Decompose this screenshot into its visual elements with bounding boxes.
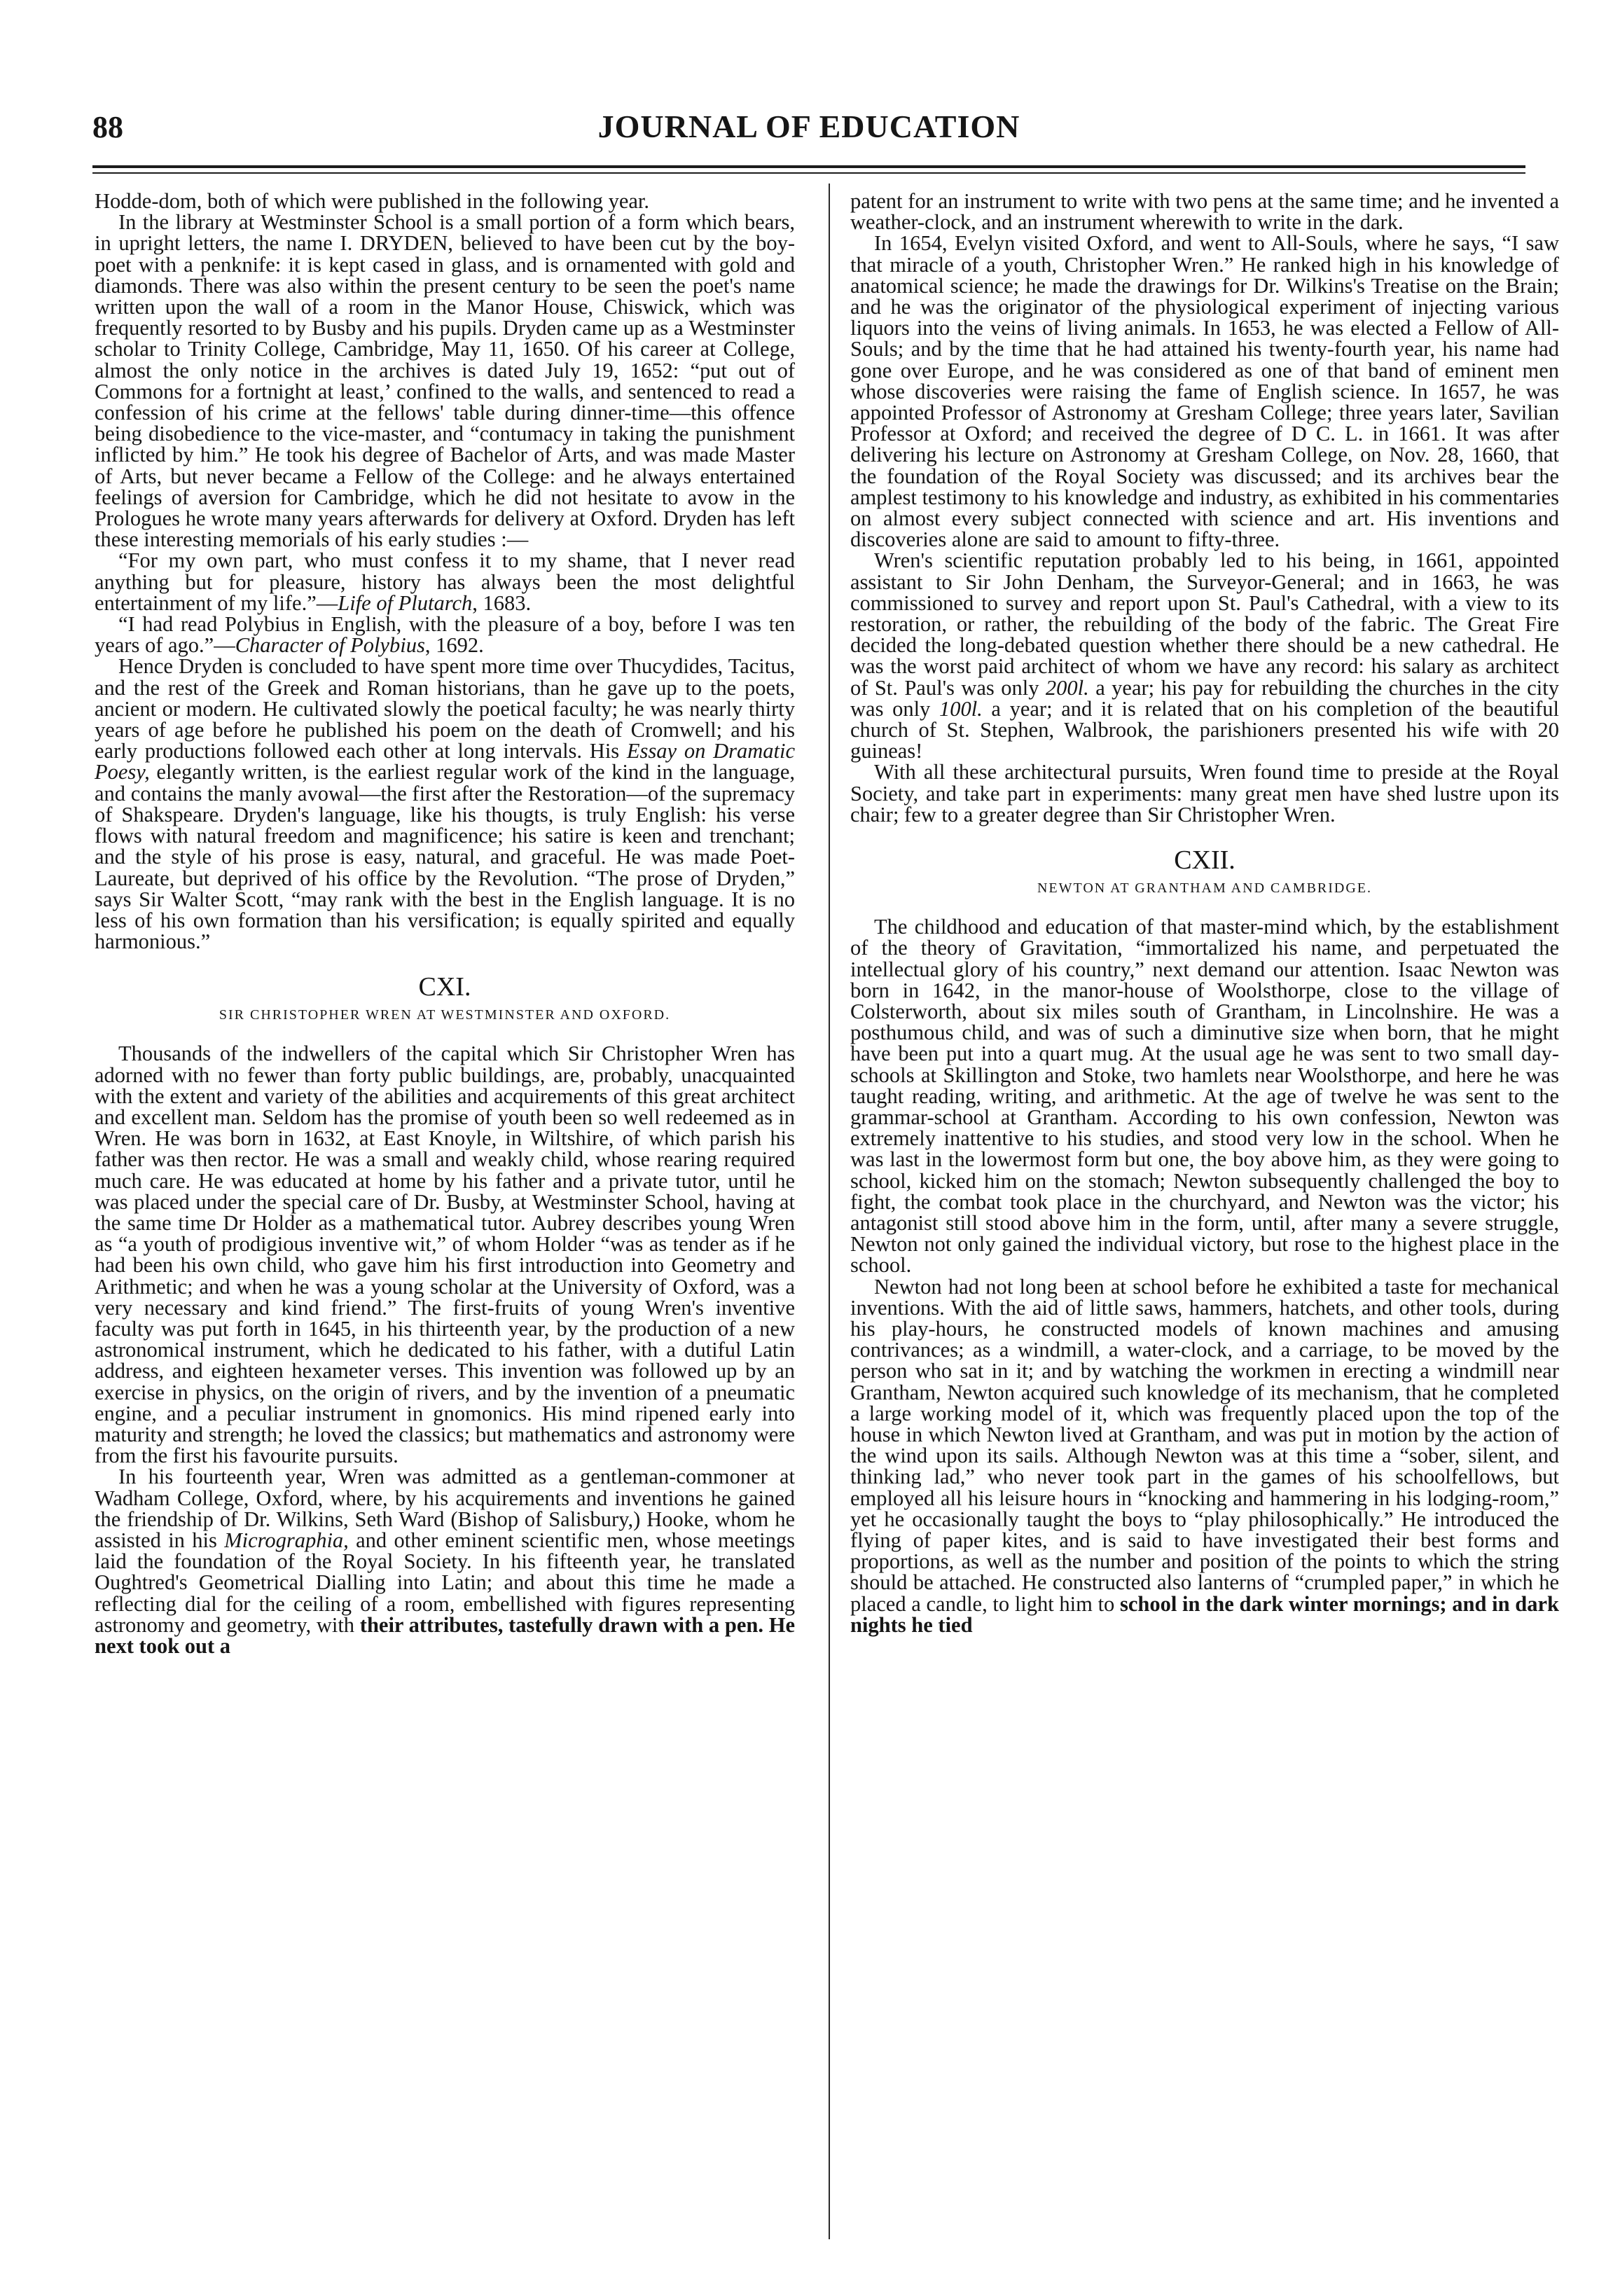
- paragraph: The childhood and education of that master-mind which, by the establishment of the theory of Gravitation, “immortalized his name, and perpetuated the intellectual glory of his country,” next demand our attention. Isaac Newton was born in 1642, in the manor-house of Woolsthorpe, close to the village of Colsterworth, about six miles south of Grantham, in Lincolnshire. He was a posthumous child, and was of such a diminutive size when born, that he might have been put into a quart mug. At the usual age he was sent to two small day-schools at Skillington and Stoke, two hamlets near Woolsthorpe, and here he was taught reading, writing, and arithmetic. At the age of twelve he was sent to the grammar-school at Grantham. According to his own confession, Newton was extremely inattentive to his studies, and stood very low in the school. When he was last in the lowermost form but one, the boy above him, as they were going to school, kicked him on the stomach; Newton subsequently challenged the boy to fight, the combat took place in the churchyard, and Newton was the victor; his antagonist still stood above him in the form, until, after many a severe struggle, Newton not only gained the individual victory, but rose to the highest place in the school.: [850, 915, 1559, 1278]
- paragraph-text: In his fourteenth year, Wren was admitted as a gentleman-commoner at Wadham College, Oxford, where, by his acquirements and inventions he gained the friendship of Dr. Wilkins, Seth Ward (Bishop of Salisbury,) Hooke, whom he assisted in his: [95, 1465, 795, 1552]
- quotation-year: , 1692.: [424, 633, 484, 658]
- quotation-source: Character of Polybius: [235, 633, 425, 658]
- amount: 200l.: [1045, 675, 1089, 700]
- right-column: [850, 191, 1559, 1635]
- left-column: [95, 191, 795, 1657]
- quotation: [95, 550, 795, 614]
- paragraph-text: Hence Dryden is concluded to have spent more time over Thucydides, Tacitus, and the rest of the Greek and Roman historians, than he gave up to the poets, ancient or modern. He cultivated slowly the poetical faculty; he was nearly thirty years of age before he published his poem on the death of Cromwell; and his early productions followed each other at long intervals. His: [95, 654, 795, 763]
- header-rule-thick: [92, 165, 1525, 168]
- quotation: [95, 614, 795, 656]
- quotation-text: “For my own part, who must confess it to my shame, that I never read anything but for pleasure, history has always been the most delightful entertainment of my life.”—: [95, 548, 795, 615]
- paragraph: In the library at Westminster School is a small portion of a form which bears, in upright letters, the name I. DRYDEN, believed to have been cut by the boy-poet with a penknife: it is kept cased in glass, and is ornamented with gold and diamonds. There was also within the present century to be seen the poet's name written upon the wall of a room in the Manor House, Chiswick, which was frequently resorted to by Busby and his pupils. Dryden came up as a Westminster scholar to Trinity College, Cambridge, May 11, 1650. Of his career at College, almost the only notice in the archives is dated July 19, 1652: “put out of Commons for a fortnight at least,’ confined to the walls, and sentenced to read a confession of his crime at the fellows' table during dinner-time—this offence being disobedience to the vice-master, and “contumacy in taking the punishment inflicted by him.” He took his degree of Bachelor of Arts, and was made Master of Arts, but never became a Fellow of the College: and he always entertained feelings of aversion for Cambridge, which he did not hesitate to avow in the Prologues he wrote many years afterwards for delivery at Oxford. Dryden has left these interesting memorials of his early studies :—: [95, 210, 795, 552]
- quotation-year: , 1683.: [472, 590, 532, 615]
- paragraph-text: a year; and it is related that on his completion of the beautiful church of St. Stephen, Walbrook, the parishioners presented his wife with 20 guineas!: [850, 696, 1559, 763]
- paragraph: patent for an instrument to write with two pens at the same time; and he invented a weather-clock, and an instrument wherewith to write in the dark.: [850, 189, 1559, 235]
- paragraph-text: Wren's scientific reputation probably led to his being, in 1661, appointed assistant to Sir John Denham, the Surveyor-General; and in 1663, he was commissioned to survey and report upon St. Paul's Cathedral, with a view to its restoration, or rather, the rebuilding of the body of the fabric. The Great Fire decided the long-debated question whether there should be a new cathedral. He was the worst paid architect of whom we have any record: his salary as architect of St. Paul's was only: [850, 548, 1559, 700]
- page-header: [92, 105, 1525, 150]
- paragraph-text-bold: school in the dark winter mornings; and in dark nights he tied: [850, 1591, 1559, 1637]
- paragraph: Thousands of the indwellers of the capital which Sir Christopher Wren has adorned with no fewer than forty public buildings, are, probably, unacquainted with the extent and variety of the abilities and acquirements of this great architect and excellent man. Seldom has the promise of youth been so well redeemed as in Wren. He was born in 1632, at East Knoyle, in Wiltshire, of which parish his father was then rector. He was a small and weakly child, whose rearing required much care. He was educated at home by his father and a private tutor, until he was placed under the special care of Dr. Busby, at Westminster School, having at the same time Dr Holder as a mathematical tutor. Aubrey describes young Wren as “a youth of prodigious inventive wit,” of whom Holder “was as tender as if he had been his own child, who gave him his first introduction into Geometry and Arithmetic; and when he was a young scholar at the University of Oxford, was a very necessary and kind friend.” The first-fruits of young Wren's inventive faculty was put forth in 1645, in his thirteenth year, by the production of a new astronomical instrument, which he dedicated to his father, with a dutiful Latin address, and eighteen hexameter verses. This invention was followed up by an exercise in physics, on the origin of rivers, and by the invention of a pneumatic engine, and a peculiar instrument in gnomonics. His mind ripened early into maturity and strength; he loved the classics; but mathematics and astronomy were from the first his favourite pursuits.: [95, 1042, 795, 1468]
- quotation-text: “I had read Polybius in English, with the pleasure of a boy, before I was ten years of ago.”—: [95, 612, 795, 658]
- amount: 100l.: [939, 696, 983, 721]
- paragraph-text: and other eminent scientific men, whose meetings laid the foundation of the Royal Society. In his fifteenth year, he translated Oughtred's Geometrical Dialling into Latin; and about this time he made a reflecting dial for the ceiling of a room, embellished with figures representing astronomy and geometry, with: [95, 1528, 796, 1637]
- running-title: JOURNAL OF EDUCATION: [597, 109, 1020, 144]
- section-number: CXI.: [418, 972, 471, 1002]
- paragraph: [850, 550, 1559, 761]
- header-rule-thin: [92, 172, 1525, 174]
- paragraph: With all these architectural pursuits, Wren found time to preside at the Royal Society, and take part in experiments: many great men have shed lustre upon its chair; few to a greater degree than Sir Christopher Wren.: [850, 760, 1559, 827]
- paragraph-text: Newton had not long been at school before he exhibited a taste for mechanical inventions. With the aid of little saws, hammers, hatchets, and other tools, during his play-hours, he constructed models of known machines and amusing contrivances; as a windmill, a water-clock, and a carriage, to be moved by the person who sat in it; and by watching the workmen in erecting a windmill near Grantham, Newton acquired such knowledge of its mechanism, that he completed a large working model of it, which was frequently placed upon the top of the house in which Newton lived at Grantham, and was put in motion by the action of the wind upon its sails. Although Newton was at this time a “sober, silent, and thinking lad,” who never took part in the games of his schoolfellows, but employed all his leisure hours in “knocking and hammering in his lodging-room,” yet he occasionally taught the boys to “play philosophically.” He introduced the flying of paper kites, and is said to have investigated their best forms and proportions, as well as the number and position of the points to which the string should be attached. He constructed also lanterns of “crumpled paper,” in which he placed a candle, to light him to: [850, 1274, 1559, 1616]
- quotation-source: Life of Plutarch: [338, 590, 473, 615]
- paragraph: [850, 1276, 1559, 1635]
- section-number: CXII.: [1174, 845, 1235, 876]
- paragraph-text: elegantly written, is the earliest regular work of the kind in the language, and contains the manly avowal—the first after the Restoration—of the supremacy of Shakspeare. Dryden's language, like his thougts, is truly English: his verse flows with natural freedom and magnificence; his satire is keen and trenchant; and the style of his prose is easy, natural, and graceful. He was made Poet-Laureate, but deprived of his office by the Revolution. “The prose of Dryden,” says Sir Walter Scott, “may rank with the best in the English language. It is no less of his own formation than his versification; is equally spirited and equally harmonious.”: [95, 760, 795, 954]
- section-title: NEWTON AT GRANTHAM AND CAMBRIDGE.: [1037, 880, 1373, 897]
- paragraph-text: He next took out a: [95, 1612, 795, 1658]
- section-title: SIR CHRISTOPHER WREN AT WESTMINSTER AND OXFORD.: [219, 1007, 671, 1023]
- paragraph-text: a year; his pay for rebuilding the churches in the city was only: [850, 675, 1559, 721]
- book-title: Micrographia,: [224, 1528, 349, 1552]
- paragraph: [95, 656, 795, 952]
- paragraph: In 1654, Evelyn visited Oxford, and went to All-Souls, where he says, “I saw that miracle of a youth, Christopher Wren.” He ranked high in his knowledge of anatomical science; he made the drawings for Dr. Wilkins's Treatise on the Brain; and he was the originator of the physiological experiment of injecting various liquors into the veins of living animals. In 1653, he was elected a Fellow of All-Souls; and by the time that he had attained his twenty-fourth year, his name had gone over Europe, and he was considered as one of that band of eminent men whose discoveries were raising the fame of English science. In 1657, he was appointed Professor of Astronomy at Gresham College; three years later, Savilian Professor at Oxford; and received the degree of D C. L. in 1661. It was after delivering his lecture on Astronomy at Gresham College, on Nov. 28, 1660, that the foundation of the Royal Society was discussed; and its archives bear the amplest testimony to his knowledge and industry, as exhibited in his commentaries on almost every subject connected with science and art. His inventions and discoveries alone are said to amount to fifty-three.: [850, 231, 1559, 552]
- book-title: Essay on Dramatic Poesy,: [95, 739, 795, 784]
- column-divider: [829, 184, 830, 2239]
- page-number: 88: [92, 110, 123, 144]
- paragraph: [95, 1466, 795, 1657]
- paragraph-text-bold: their attributes, tastefully drawn with a pen.: [359, 1612, 763, 1637]
- paragraph: Hodde-dom, both of which were published in the following year.: [95, 189, 649, 213]
